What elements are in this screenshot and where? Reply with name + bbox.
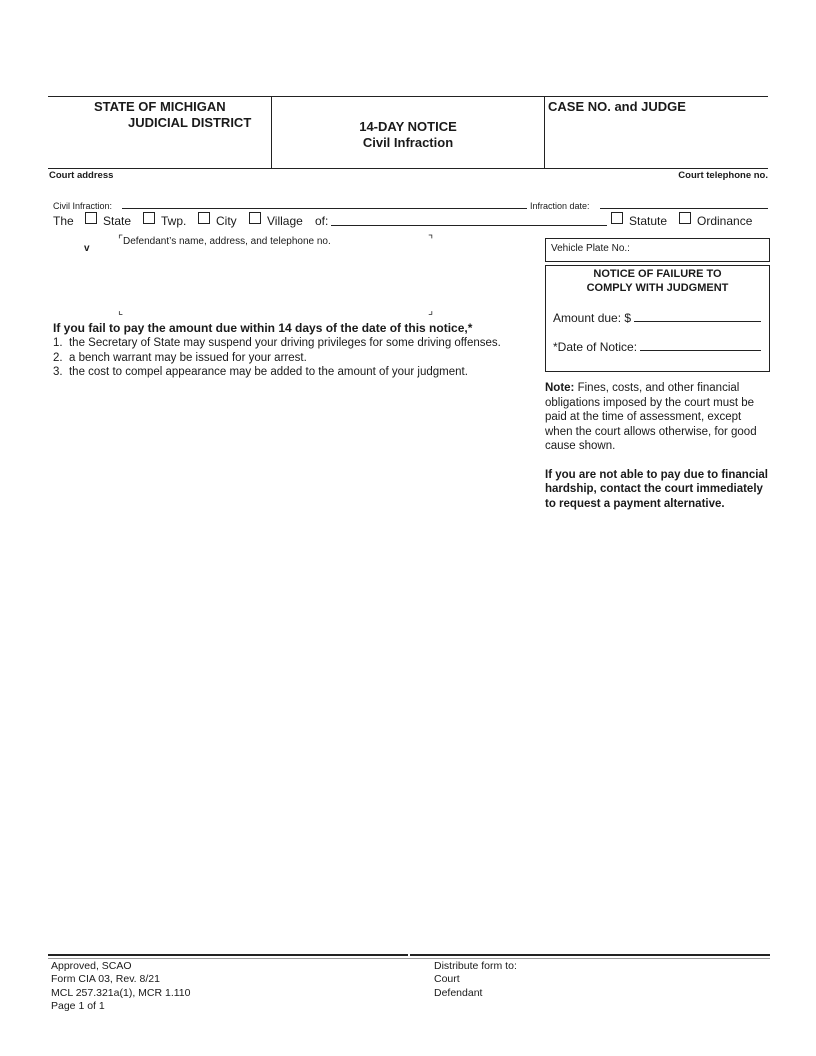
address-corner-top-right: ⌝	[428, 234, 434, 246]
address-corner-top-left: ⌜	[118, 234, 124, 246]
page-number: Page 1 of 1	[51, 999, 105, 1012]
footer-rule-thin	[48, 958, 770, 959]
footer-right	[434, 960, 517, 1000]
form-number: Form CIA 03, Rev. 8/21	[51, 973, 160, 986]
hardship-line: hardship, contact the court immediately	[545, 483, 763, 495]
ordinance-checkbox-label: Ordinance	[697, 214, 753, 228]
infraction-date-field[interactable]	[600, 208, 768, 209]
civil-infraction-label: Civil Infraction:	[53, 201, 113, 211]
header-bottom-rule	[48, 168, 768, 169]
failure-notice-title-2: COMPLY WITH JUDGMENT	[586, 282, 729, 294]
warning-item: 1. the Secretary of State may suspend your driving privileges for some driving offenses.	[53, 337, 501, 349]
legal-reference: MCL 257.321a(1), MCR 1.110	[51, 986, 191, 999]
note-line: obligations imposed by the court must be	[545, 396, 755, 409]
warning-item: 2. a bench warrant may be issued for your arrest.	[53, 351, 307, 364]
statute-checkbox-label: Statute	[629, 214, 668, 228]
ordinance-checkbox[interactable]	[679, 212, 691, 224]
state-name: STATE OF MICHIGAN	[94, 99, 226, 114]
twp-checkbox[interactable]	[143, 212, 155, 224]
case-no-judge-label: CASE NO. and JUDGE	[548, 99, 686, 114]
vehicle-plate-label: Vehicle Plate No.:	[551, 243, 630, 254]
form-subtitle: Civil Infraction	[362, 135, 454, 150]
versus-label: v	[84, 243, 90, 254]
state-checkbox[interactable]	[85, 212, 97, 224]
court-telephone-label: Court telephone no.	[678, 170, 768, 181]
note-line: Fines, costs, and other financial	[577, 382, 740, 394]
note-line: paid at the time of assessment, except	[545, 411, 742, 423]
city-checkbox[interactable]	[198, 212, 210, 224]
defendant-label: Defendant’s name, address, and telephone no.	[123, 236, 331, 247]
approval-line: Approved, SCAO	[51, 960, 132, 972]
note-line: when the court allows otherwise, for good	[545, 425, 757, 438]
city-checkbox-label: City	[216, 214, 237, 228]
warning-heading: If you fail to pay the amount due within 14 days of the date of this notice,*	[53, 321, 473, 335]
address-corner-bottom-left: ⌞	[118, 305, 124, 317]
of-field[interactable]	[331, 225, 607, 226]
date-of-notice-field[interactable]	[640, 350, 761, 351]
state-checkbox-label: State	[103, 214, 132, 228]
vehicle-plate-box[interactable]	[545, 238, 770, 262]
of-label: of:	[315, 214, 329, 228]
village-checkbox-label: Village	[267, 214, 303, 228]
header-divider-2	[544, 96, 545, 169]
hardship-line: to request a payment alternative.	[545, 497, 725, 510]
note-line: cause shown.	[545, 440, 616, 452]
infraction-date-label: Infraction date:	[530, 201, 590, 211]
header-top-rule	[48, 96, 768, 97]
note-label: Note:	[545, 382, 575, 394]
defendant-address-field[interactable]	[123, 250, 428, 308]
footer-rule-left	[48, 954, 408, 956]
distribute-label: Distribute form to:	[434, 960, 517, 972]
date-of-notice-label: *Date of Notice:	[553, 340, 638, 354]
footer-left	[51, 960, 190, 1013]
statute-checkbox[interactable]	[611, 212, 623, 224]
hardship-line: If you are not able to pay due to financial	[545, 468, 769, 481]
form-title: 14-DAY NOTICE	[359, 119, 457, 134]
failure-notice-title-1: NOTICE OF FAILURE TO	[593, 268, 722, 280]
distribute-item: Defendant	[434, 986, 483, 999]
distribute-item: Court	[434, 973, 460, 986]
warning-list	[53, 336, 501, 380]
village-checkbox[interactable]	[249, 212, 261, 224]
note-block	[545, 381, 775, 511]
judicial-district-label: JUDICIAL DISTRICT	[128, 115, 252, 130]
footer-rule-right	[410, 954, 770, 956]
the-label: The	[53, 214, 74, 228]
amount-due-label: Amount due: $	[553, 311, 632, 325]
address-corner-bottom-right: ⌟	[428, 305, 434, 317]
amount-due-field[interactable]	[634, 321, 761, 322]
court-address-label: Court address	[49, 170, 114, 181]
twp-checkbox-label: Twp.	[161, 214, 187, 228]
civil-infraction-field[interactable]	[122, 208, 527, 209]
warning-item: 3. the cost to compel appearance may be added to the amount of your judgment.	[53, 366, 468, 378]
